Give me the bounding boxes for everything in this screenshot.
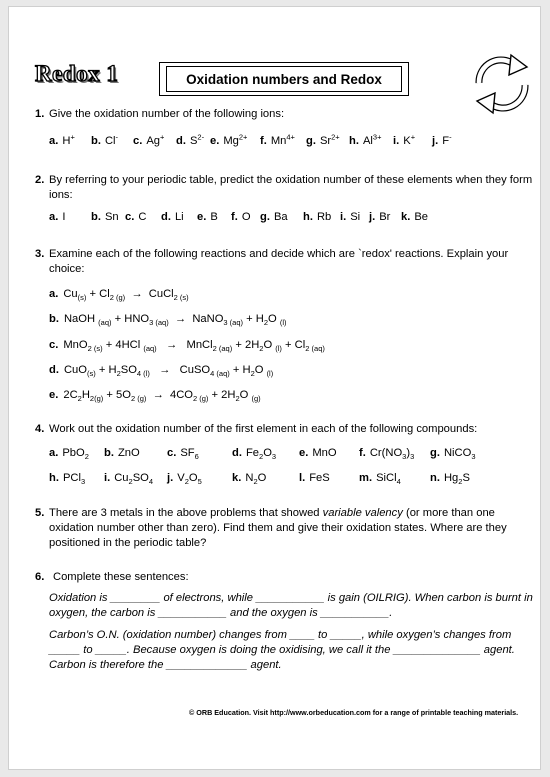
q4-formula-part: V xyxy=(177,472,185,484)
q3-reaction-part: (l) xyxy=(275,344,282,354)
q3-reaction-part: → NaNO xyxy=(168,313,224,325)
q1-item-symbol: Mg xyxy=(223,135,239,147)
title-frame xyxy=(159,62,409,96)
q4-item xyxy=(104,472,154,487)
q1-item-symbol: S xyxy=(189,135,198,147)
q3-reaction-part: O xyxy=(268,313,280,325)
q3-reaction-part: (l) xyxy=(266,369,274,379)
q4-item xyxy=(167,447,199,462)
q3-reaction-part: 3 (aq) xyxy=(223,318,244,328)
q3-reaction-part: + H xyxy=(243,313,264,325)
q3-reaction-part: → CuSO xyxy=(149,364,211,376)
q4-row2 xyxy=(49,472,539,488)
q2-item-label: c. xyxy=(125,211,135,223)
worksheet-page xyxy=(8,6,541,770)
q4-item-label: e. xyxy=(299,447,309,459)
q1-item xyxy=(393,132,416,147)
q1-item xyxy=(91,132,119,147)
q5-number: 5. xyxy=(35,507,45,519)
q4-formula-part: 3 xyxy=(410,452,415,462)
q4-number: 4. xyxy=(35,423,45,435)
q4-item xyxy=(359,447,415,462)
q4-formula-part: SiCl xyxy=(376,472,397,484)
q3-reaction-part: 4 (l) xyxy=(136,369,150,379)
q1-item-charge: + xyxy=(160,132,165,142)
q2-item-label: k. xyxy=(401,211,411,223)
q1-items xyxy=(49,132,539,151)
q3-reaction-part: → 4CO xyxy=(146,389,193,401)
q2-item-symbol: I xyxy=(62,211,66,223)
q3-reaction-part: O xyxy=(239,389,252,401)
q1-item-charge: + xyxy=(410,132,416,142)
q6-sentence1-line1: Oxidation is ________ of electrons, while ___________ is gain (OILRIG). When carbon is burnt in xyxy=(49,592,533,604)
q3-reaction-part: (g) xyxy=(251,394,261,404)
q4-formula-part: SO xyxy=(132,472,149,484)
q4-item xyxy=(232,472,267,487)
q3-reaction-label: b. xyxy=(49,313,59,325)
q6-sentence1-line2: oxygen, the carbon is ___________ and the oxygen is ___________. xyxy=(49,607,393,619)
q4-formula-part: 6 xyxy=(194,452,199,462)
footer-copyright: © ORB Education. Visit http://www.orbeducation.com for a range of printable teaching materials. xyxy=(189,708,519,717)
q3-reaction-part: CuO xyxy=(63,364,87,376)
q4-formula-part: O xyxy=(257,472,267,484)
q1-item-symbol: H xyxy=(62,135,71,147)
q4-formula-part: 3 xyxy=(471,452,476,462)
q4-formula-part: O xyxy=(263,447,272,459)
q4-item xyxy=(49,447,89,462)
q3-reaction-part: → CuCl xyxy=(125,288,174,300)
q5-line3: positioned in the periodic table? xyxy=(49,537,207,549)
q4-row1 xyxy=(49,447,539,463)
q2-items xyxy=(49,211,539,227)
q4-formula-part: 2 xyxy=(259,452,264,462)
q1-item xyxy=(133,132,165,147)
q2-item-label: i. xyxy=(340,211,347,223)
q1-item-charge: 4+ xyxy=(286,132,295,142)
q3-reaction-part: 2(g) xyxy=(89,394,104,404)
q3-reaction-part: 2 (s) xyxy=(87,344,103,354)
q3-reaction-part: 2 xyxy=(77,394,82,404)
q4-formula-part: Cu xyxy=(114,472,129,484)
q4-item-label: l. xyxy=(299,472,306,484)
q2-item-label: a. xyxy=(49,211,59,223)
q4-formula-part: PbO xyxy=(62,447,85,459)
q1-item-charge: 2+ xyxy=(331,132,340,142)
q4-item-label: d. xyxy=(232,447,242,459)
q3-reaction-part: (l) xyxy=(279,318,287,328)
q3-reaction-part: + H xyxy=(95,364,117,376)
q4-formula-part: ) xyxy=(406,447,411,459)
q3-reaction-part: → MnCl xyxy=(156,339,213,351)
q4-item xyxy=(104,447,140,459)
q3-reaction-part: H xyxy=(81,389,90,401)
q4-formula-part: MnO xyxy=(312,447,337,459)
q4-formula-part: Cr(NO xyxy=(369,447,403,459)
q1-item xyxy=(176,132,205,147)
q1-item xyxy=(260,132,295,147)
q4-formula-part: PCl xyxy=(62,472,81,484)
q3-reaction-part: MnO xyxy=(63,339,88,351)
q3-reaction-part: 2 xyxy=(263,318,269,328)
q4-formula-part: 3 xyxy=(80,477,86,487)
q4-item xyxy=(359,472,401,487)
q4-item-label: i. xyxy=(104,472,111,484)
q2-item xyxy=(401,211,428,223)
q2-item xyxy=(231,211,251,223)
q1-item xyxy=(210,132,248,147)
q2-item-symbol: O xyxy=(241,211,251,223)
q1-item-charge: - xyxy=(449,132,452,142)
q1-item xyxy=(349,132,382,147)
q4-item xyxy=(299,447,337,459)
q1-item-charge: 3+ xyxy=(372,132,382,142)
q2-item xyxy=(340,211,360,223)
q2-item-label: f. xyxy=(231,211,238,223)
q4-formula-part: 4 xyxy=(396,477,401,487)
q4-item-label: g. xyxy=(430,447,440,459)
q3-reaction-part: (s) xyxy=(77,293,87,303)
q1-item-symbol: Cl xyxy=(104,135,116,147)
q1-item-symbol: Mn xyxy=(270,135,287,147)
q4-formula-part: S xyxy=(462,472,470,484)
q4-formula-part: Fe xyxy=(245,447,260,459)
q3-reaction-part: + H xyxy=(229,364,251,376)
q4-formula-part: 3 xyxy=(271,452,277,462)
q3-reaction-part: 3 (aq) xyxy=(149,318,169,328)
q1-item-label: g. xyxy=(306,135,316,147)
q3-reaction-part: 2 (s) xyxy=(173,293,189,303)
q1-item-label: a. xyxy=(49,135,59,147)
q3-text-line1: Examine each of the following reactions and decide which are `redox' reactions. Explain your xyxy=(49,248,509,260)
q2-item-symbol: Sn xyxy=(104,211,119,223)
q3-reaction-part: 2 xyxy=(259,344,264,354)
q3-reaction-part: 2 xyxy=(250,369,255,379)
q5-line2: oxidation number other than zero). Find them and give their oxidation states. Where are they xyxy=(49,522,507,534)
q4-formula-part: 2 xyxy=(84,452,89,462)
q2-item xyxy=(303,211,331,223)
q4-formula-part: O xyxy=(188,472,198,484)
q4-item-label: j. xyxy=(167,472,174,484)
q4-formula-part: N xyxy=(245,472,254,484)
q3-reaction-d xyxy=(49,364,274,379)
q3-reaction-part: 2 (aq) xyxy=(212,344,233,354)
q3-reaction-part: (aq) xyxy=(143,344,157,354)
q4-formula-part: 5 xyxy=(197,477,202,487)
q1-item-label: h. xyxy=(349,135,359,147)
q2-item xyxy=(49,211,65,223)
q1-item-charge: 2- xyxy=(197,132,205,142)
q2-item xyxy=(369,211,390,223)
q3-reaction-label: a. xyxy=(49,288,59,300)
q2-item xyxy=(197,211,218,223)
recycle-arrows-icon xyxy=(471,53,533,115)
q3-reaction-part: 4 (aq) xyxy=(210,369,230,379)
q6-sentence2-line2: _____ to _____. Because oxygen is doing the oxidising, we call it the ______________ agent. xyxy=(49,644,515,656)
q1-item-charge: + xyxy=(70,132,75,142)
q5-line1: There are 3 metals in the above problems that showed variable valency (or more than one xyxy=(49,507,495,519)
q3-reaction-label: e. xyxy=(49,389,59,401)
q3-reaction-e xyxy=(49,389,261,404)
q1-item-label: f. xyxy=(260,135,267,147)
q3-reaction-part: 2 (g) xyxy=(193,394,209,404)
q3-reaction-label: c. xyxy=(49,339,59,351)
q4-item-label: m. xyxy=(359,472,373,484)
q4-formula-part: 2 xyxy=(458,477,463,487)
q3-reaction-part: (aq) xyxy=(98,318,112,328)
q3-reaction-part: O xyxy=(263,339,276,351)
q3-reaction-part: SO xyxy=(120,364,137,376)
q2-item xyxy=(260,211,288,223)
q2-text-line1: By referring to your periodic table, predict the oxidation number of these elements when they form xyxy=(49,174,533,186)
page-title: Oxidation numbers and Redox xyxy=(166,66,402,92)
q2-item-symbol: Be xyxy=(414,211,429,223)
q4-item xyxy=(167,472,202,487)
q4-item-label: h. xyxy=(49,472,59,484)
q4-item-label: n. xyxy=(430,472,440,484)
q2-item xyxy=(91,211,119,223)
q2-text-line2: ions: xyxy=(49,189,73,201)
q2-item-symbol: Br xyxy=(379,211,391,223)
q4-text: Work out the oxidation number of the first element in each of the following compounds: xyxy=(49,423,478,435)
q1-item xyxy=(432,132,452,147)
q1-item-label: b. xyxy=(91,135,101,147)
q2-item-label: j. xyxy=(369,211,376,223)
q3-reaction-part: 2 xyxy=(235,394,240,404)
q1-item-symbol: F xyxy=(442,135,450,147)
q3-number: 3. xyxy=(35,248,45,260)
q4-item-label: f. xyxy=(359,447,366,459)
q2-item-symbol: Ba xyxy=(273,211,288,223)
q1-item-symbol: Sr xyxy=(319,135,332,147)
q3-reaction-part: 2C xyxy=(63,389,78,401)
q1-item-label: d. xyxy=(176,135,186,147)
q4-item-label: a. xyxy=(49,447,59,459)
q4-formula-part: NiCO xyxy=(443,447,472,459)
q4-item xyxy=(232,447,277,462)
q1-item-charge: - xyxy=(115,132,119,142)
q4-item xyxy=(430,472,470,487)
q3-reaction-part: 2 xyxy=(116,369,121,379)
q3-reaction-part: + 2H xyxy=(208,389,236,401)
logo-redox-1: Redox 1 xyxy=(35,61,119,86)
q4-formula-part: 3 xyxy=(402,452,407,462)
q4-formula-part: 2 xyxy=(184,477,189,487)
q3-reaction-part: O xyxy=(254,364,267,376)
q1-item-label: j. xyxy=(432,135,439,147)
q6-text: Complete these sentences: xyxy=(53,571,189,583)
q3-reaction-b xyxy=(49,313,287,328)
q3-reaction-part: 2 (g) xyxy=(109,293,126,303)
q1-item-label: i. xyxy=(393,135,400,147)
q2-item-symbol: Si xyxy=(350,211,361,223)
q4-item-label: b. xyxy=(104,447,114,459)
q2-item-symbol: B xyxy=(210,211,218,223)
q3-reaction-part: (s) xyxy=(86,369,96,379)
q3-reaction-c xyxy=(49,339,325,354)
q1-item-symbol: Al xyxy=(362,135,373,147)
q1-item-symbol: K xyxy=(403,135,411,147)
q1-item xyxy=(49,132,75,147)
q3-reaction-part: + Cl xyxy=(281,339,306,351)
q3-reaction-part: 2 (aq) xyxy=(305,344,325,354)
q3-reaction-a xyxy=(49,288,189,303)
q1-item-label: c. xyxy=(133,135,143,147)
q3-reaction-part: + 2H xyxy=(232,339,260,351)
q1-item xyxy=(306,132,340,147)
q6-sentence2-line3: Carbon is therefore the _____________ agent. xyxy=(49,659,282,671)
q4-formula-part: FeS xyxy=(309,472,330,484)
q2-item-symbol: Li xyxy=(174,211,184,223)
q3-reaction-label: d. xyxy=(49,364,59,376)
q4-item-label: c. xyxy=(167,447,177,459)
q6-sentence2-line1: Carbon’s O.N. (oxidation number) changes from ____ to _____, while oxygen’s changes from xyxy=(49,629,512,641)
q2-item xyxy=(161,211,184,223)
q3-reaction-part: 2 (g) xyxy=(130,394,147,404)
q2-item-symbol: Rb xyxy=(316,211,332,223)
q6-number: 6. xyxy=(35,571,45,583)
q4-item xyxy=(299,472,330,484)
q4-item-label: k. xyxy=(232,472,242,484)
q4-formula-part: ZnO xyxy=(117,447,140,459)
q1-item-label: e. xyxy=(210,135,220,147)
q3-text-line2: choice: xyxy=(49,263,85,275)
q4-formula-part: 2 xyxy=(128,477,133,487)
q4-item xyxy=(49,472,86,487)
q4-formula-part: 4 xyxy=(148,477,154,487)
q3-reaction-part: + HNO xyxy=(111,313,150,325)
q3-reaction-part: + Cl xyxy=(86,288,110,300)
q2-item-label: g. xyxy=(260,211,270,223)
q2-number: 2. xyxy=(35,174,45,186)
q3-reaction-part: + 4HCl xyxy=(102,339,144,351)
q2-item-label: h. xyxy=(303,211,313,223)
q1-item-symbol: Ag xyxy=(146,135,161,147)
q1-number: 1. xyxy=(35,108,45,120)
q2-item-label: e. xyxy=(197,211,207,223)
q2-item-label: b. xyxy=(91,211,101,223)
q2-item xyxy=(125,211,146,223)
q4-item xyxy=(430,447,476,462)
q2-item-symbol: C xyxy=(138,211,147,223)
q1-text: Give the oxidation number of the following ions: xyxy=(49,108,285,120)
q4-formula-part: Hg xyxy=(443,472,459,484)
q3-reaction-part: NaOH xyxy=(63,313,99,325)
q2-item-label: d. xyxy=(161,211,171,223)
q3-reaction-part: Cu xyxy=(63,288,78,300)
q4-formula-part: 2 xyxy=(253,477,258,487)
q1-item-charge: 2+ xyxy=(238,132,248,142)
q4-formula-part: SF xyxy=(180,447,195,459)
q3-reaction-part: + 5O xyxy=(103,389,131,401)
